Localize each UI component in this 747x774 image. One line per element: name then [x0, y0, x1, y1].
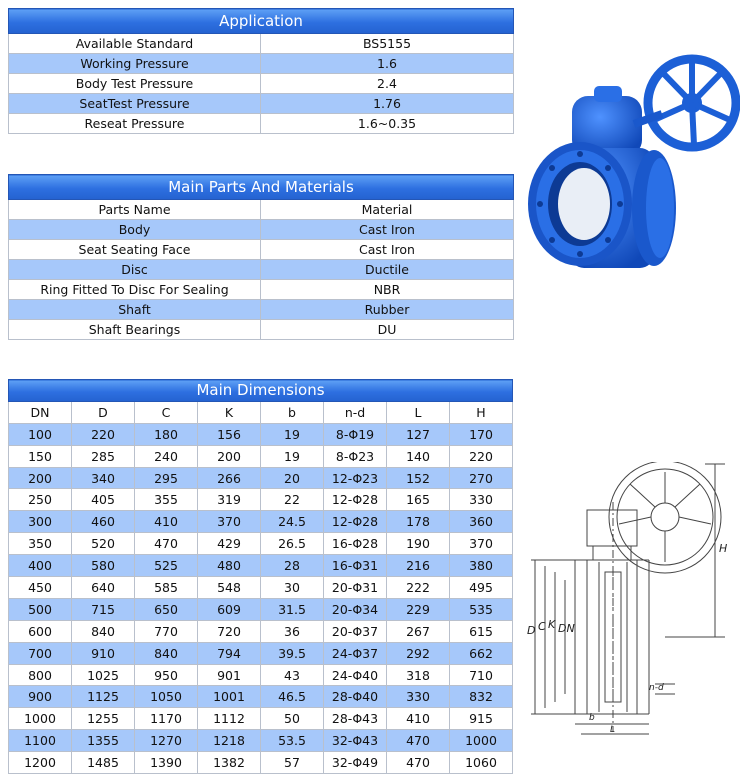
- dimensions-cell: 24.5: [261, 511, 324, 533]
- dimensions-header-cell: D: [72, 401, 135, 423]
- dimensions-cell: 20-Φ37: [324, 620, 387, 642]
- dimensions-cell: 1112: [198, 708, 261, 730]
- parts-cell: Cast Iron: [261, 220, 514, 240]
- dimensions-cell: 700: [9, 642, 72, 664]
- dimensions-cell: 20: [261, 467, 324, 489]
- dimensions-cell: 585: [135, 577, 198, 599]
- dimensions-cell: 24-Φ37: [324, 642, 387, 664]
- dimensions-cell: 840: [135, 642, 198, 664]
- dimensions-row: [9, 423, 513, 445]
- dimensions-cell: 170: [450, 423, 513, 445]
- dimensions-cell: 615: [450, 620, 513, 642]
- dimensions-cell: 495: [450, 577, 513, 599]
- dim-label-c: C: [538, 620, 546, 633]
- parts-cell: Ductile: [261, 260, 514, 280]
- parts-header-material: Material: [261, 200, 514, 220]
- dimensions-cell: 450: [9, 577, 72, 599]
- dimensions-cell: 200: [9, 467, 72, 489]
- dimensions-cell: 36: [261, 620, 324, 642]
- parts-row: [9, 280, 514, 300]
- dimensions-cell: 470: [135, 533, 198, 555]
- dimensions-row: [9, 533, 513, 555]
- dimensions-cell: 156: [198, 423, 261, 445]
- dimensions-cell: 340: [72, 467, 135, 489]
- dimensions-cell: 360: [450, 511, 513, 533]
- parts-row: [9, 220, 514, 240]
- dimensions-cell: 16-Φ31: [324, 555, 387, 577]
- dimensions-header-cell: H: [450, 401, 513, 423]
- dimensions-row: [9, 730, 513, 752]
- dim-label-h: H: [719, 542, 728, 555]
- dimensions-cell: 580: [72, 555, 135, 577]
- application-cell: Reseat Pressure: [9, 114, 261, 134]
- dimensions-cell: 28: [261, 555, 324, 577]
- dimensions-cell: 285: [72, 445, 135, 467]
- dimensions-cell: 662: [450, 642, 513, 664]
- dimensions-cell: 1100: [9, 730, 72, 752]
- dimensions-cell: 1025: [72, 664, 135, 686]
- dimensions-cell: 43: [261, 664, 324, 686]
- parts-header-name: Parts Name: [9, 200, 261, 220]
- dimensions-cell: 140: [387, 445, 450, 467]
- dimensions-cell: 152: [387, 467, 450, 489]
- dimensions-cell: 400: [9, 555, 72, 577]
- dimensions-cell: 770: [135, 620, 198, 642]
- dimensions-cell: 57: [261, 752, 324, 774]
- dimensions-cell: 500: [9, 598, 72, 620]
- dimensions-header-cell: L: [387, 401, 450, 423]
- parts-cell: Seat Seating Face: [9, 240, 261, 260]
- dimensions-cell: 220: [72, 423, 135, 445]
- dimensions-cell: 178: [387, 511, 450, 533]
- application-cell: 1.76: [261, 94, 514, 114]
- dimensions-row: [9, 511, 513, 533]
- dimensions-cell: 31.5: [261, 598, 324, 620]
- dimensions-cell: 370: [198, 511, 261, 533]
- dimensions-cell: 22: [261, 489, 324, 511]
- dimensions-row: [9, 489, 513, 511]
- application-table: [8, 8, 514, 134]
- dimensions-cell: 640: [72, 577, 135, 599]
- dimensions-header-cell: DN: [9, 401, 72, 423]
- dimensions-cell: 1218: [198, 730, 261, 752]
- dimensions-cell: 794: [198, 642, 261, 664]
- dimensions-cell: 20-Φ31: [324, 577, 387, 599]
- application-cell: 2.4: [261, 74, 514, 94]
- dimensions-cell: 26.5: [261, 533, 324, 555]
- dimensions-cell: 1355: [72, 730, 135, 752]
- dimensions-cell: 520: [72, 533, 135, 555]
- parts-cell: Body: [9, 220, 261, 240]
- dimensions-row: [9, 752, 513, 774]
- dimensions-cell: 127: [387, 423, 450, 445]
- dimensions-row: [9, 555, 513, 577]
- dimensions-cell: 46.5: [261, 686, 324, 708]
- dim-label-dn: DN: [558, 622, 575, 635]
- dimensions-cell: 300: [9, 511, 72, 533]
- dimensions-cell: 318: [387, 664, 450, 686]
- application-cell: 1.6: [261, 54, 514, 74]
- dimensions-cell: 330: [387, 686, 450, 708]
- dimensions-cell: 319: [198, 489, 261, 511]
- dimensions-cell: 150: [9, 445, 72, 467]
- parts-cell: Disc: [9, 260, 261, 280]
- dimensions-cell: 1255: [72, 708, 135, 730]
- parts-row: [9, 260, 514, 280]
- parts-cell: Cast Iron: [261, 240, 514, 260]
- dimensions-cell: 216: [387, 555, 450, 577]
- dimensions-row: [9, 620, 513, 642]
- dimensions-cell: 410: [135, 511, 198, 533]
- dimensions-cell: 900: [9, 686, 72, 708]
- dimensions-cell: 480: [198, 555, 261, 577]
- dimensions-cell: 1390: [135, 752, 198, 774]
- dimensions-cell: 267: [387, 620, 450, 642]
- dimensions-cell: 1000: [9, 708, 72, 730]
- dimensions-cell: 370: [450, 533, 513, 555]
- dimensions-cell: 548: [198, 577, 261, 599]
- dimensions-header-cell: n-d: [324, 401, 387, 423]
- dimensions-cell: 12-Φ28: [324, 511, 387, 533]
- dimensions-cell: 380: [450, 555, 513, 577]
- dimensions-cell: 915: [450, 708, 513, 730]
- parts-cell: Shaft Bearings: [9, 320, 261, 340]
- parts-table: [8, 174, 514, 340]
- dimensions-cell: 405: [72, 489, 135, 511]
- application-cell: Available Standard: [9, 34, 261, 54]
- dimensions-cell: 710: [450, 664, 513, 686]
- dimensions-header-cell: C: [135, 401, 198, 423]
- dimensions-row: [9, 467, 513, 489]
- dimensions-title: Main Dimensions: [9, 380, 513, 402]
- dimensions-cell: 1125: [72, 686, 135, 708]
- dimensions-cell: 229: [387, 598, 450, 620]
- parts-cell: Ring Fitted To Disc For Sealing: [9, 280, 261, 300]
- dim-label-k: K: [548, 618, 556, 631]
- dimensions-cell: 715: [72, 598, 135, 620]
- dimensions-cell: 650: [135, 598, 198, 620]
- dimensions-cell: 720: [198, 620, 261, 642]
- application-cell: Body Test Pressure: [9, 74, 261, 94]
- dimensions-cell: 840: [72, 620, 135, 642]
- dimensions-cell: 20-Φ34: [324, 598, 387, 620]
- dimensions-cell: 460: [72, 511, 135, 533]
- dimensions-cell: 429: [198, 533, 261, 555]
- dimensions-cell: 350: [9, 533, 72, 555]
- dimensions-cell: 30: [261, 577, 324, 599]
- application-row: [9, 54, 514, 74]
- application-row: [9, 34, 514, 54]
- dimensions-cell: 8-Φ19: [324, 423, 387, 445]
- dimensions-cell: 12-Φ23: [324, 467, 387, 489]
- dimensions-row: [9, 708, 513, 730]
- parts-cell: NBR: [261, 280, 514, 300]
- dimensions-cell: 330: [450, 489, 513, 511]
- dimensions-row: [9, 577, 513, 599]
- dimensions-cell: 410: [387, 708, 450, 730]
- dimensions-cell: 600: [9, 620, 72, 642]
- parts-cell: DU: [261, 320, 514, 340]
- dimensions-cell: 470: [387, 730, 450, 752]
- parts-row: [9, 320, 514, 340]
- dimensions-cell: 50: [261, 708, 324, 730]
- dimensions-cell: 470: [387, 752, 450, 774]
- dimensions-cell: 250: [9, 489, 72, 511]
- dimensions-cell: 355: [135, 489, 198, 511]
- dimensions-cell: 39.5: [261, 642, 324, 664]
- dimensions-cell: 525: [135, 555, 198, 577]
- parts-cell: Rubber: [261, 300, 514, 320]
- dimensions-cell: 1382: [198, 752, 261, 774]
- application-cell: SeatTest Pressure: [9, 94, 261, 114]
- application-row: [9, 94, 514, 114]
- dimensions-cell: 1200: [9, 752, 72, 774]
- dimensions-cell: 1060: [450, 752, 513, 774]
- dimensions-cell: 16-Φ28: [324, 533, 387, 555]
- dimensions-cell: 901: [198, 664, 261, 686]
- dimensions-cell: 100: [9, 423, 72, 445]
- dimensions-cell: 12-Φ28: [324, 489, 387, 511]
- dimensions-cell: 222: [387, 577, 450, 599]
- dimensions-cell: 910: [72, 642, 135, 664]
- dimensions-cell: 220: [450, 445, 513, 467]
- dimensions-cell: 53.5: [261, 730, 324, 752]
- application-row: [9, 114, 514, 134]
- dimensions-cell: 1001: [198, 686, 261, 708]
- dimensions-cell: 1170: [135, 708, 198, 730]
- dimensions-header-cell: b: [261, 401, 324, 423]
- dim-label-l: L: [610, 725, 616, 735]
- dimensions-cell: 1050: [135, 686, 198, 708]
- valve-photo: [522, 48, 740, 276]
- dimensions-cell: 266: [198, 467, 261, 489]
- dimensions-cell: 32-Φ49: [324, 752, 387, 774]
- parts-title: Main Parts And Materials: [9, 175, 514, 200]
- dimensions-cell: 800: [9, 664, 72, 686]
- dimensions-cell: 190: [387, 533, 450, 555]
- dimensions-cell: 200: [198, 445, 261, 467]
- dimensions-cell: 270: [450, 467, 513, 489]
- application-cell: 1.6~0.35: [261, 114, 514, 134]
- dimensions-cell: 19: [261, 423, 324, 445]
- dimensions-cell: 32-Φ43: [324, 730, 387, 752]
- dimensions-cell: 24-Φ40: [324, 664, 387, 686]
- dimensions-cell: 609: [198, 598, 261, 620]
- dimensions-row: [9, 664, 513, 686]
- dimensions-cell: 28-Φ43: [324, 708, 387, 730]
- dimensions-cell: 28-Φ40: [324, 686, 387, 708]
- application-cell: BS5155: [261, 34, 514, 54]
- dim-label-b: b: [589, 713, 595, 723]
- dimensions-cell: 1270: [135, 730, 198, 752]
- dimensions-row: [9, 598, 513, 620]
- application-title: Application: [9, 9, 514, 34]
- parts-row: [9, 300, 514, 320]
- dimensions-cell: 240: [135, 445, 198, 467]
- dimensions-cell: 1000: [450, 730, 513, 752]
- dimensions-cell: 292: [387, 642, 450, 664]
- dimensions-cell: 295: [135, 467, 198, 489]
- dimensions-row: [9, 445, 513, 467]
- dimensions-cell: 950: [135, 664, 198, 686]
- application-cell: Working Pressure: [9, 54, 261, 74]
- dimensions-cell: 165: [387, 489, 450, 511]
- dimensions-cell: 535: [450, 598, 513, 620]
- dimensions-cell: 180: [135, 423, 198, 445]
- dimensions-row: [9, 642, 513, 664]
- dim-label-nd: n-d: [649, 683, 664, 693]
- parts-cell: Shaft: [9, 300, 261, 320]
- parts-header-row: [9, 200, 514, 220]
- dimensions-table: [8, 379, 513, 774]
- dimensions-header-cell: K: [198, 401, 261, 423]
- valve-drawing: [515, 462, 740, 740]
- dimensions-header-row: [9, 401, 513, 423]
- dimensions-cell: 1485: [72, 752, 135, 774]
- dimensions-cell: 832: [450, 686, 513, 708]
- dimensions-cell: 8-Φ23: [324, 445, 387, 467]
- dimensions-cell: 19: [261, 445, 324, 467]
- dim-label-d: D: [527, 624, 536, 637]
- application-row: [9, 74, 514, 94]
- parts-row: [9, 240, 514, 260]
- dimensions-row: [9, 686, 513, 708]
- handwheel-icon: [648, 59, 736, 147]
